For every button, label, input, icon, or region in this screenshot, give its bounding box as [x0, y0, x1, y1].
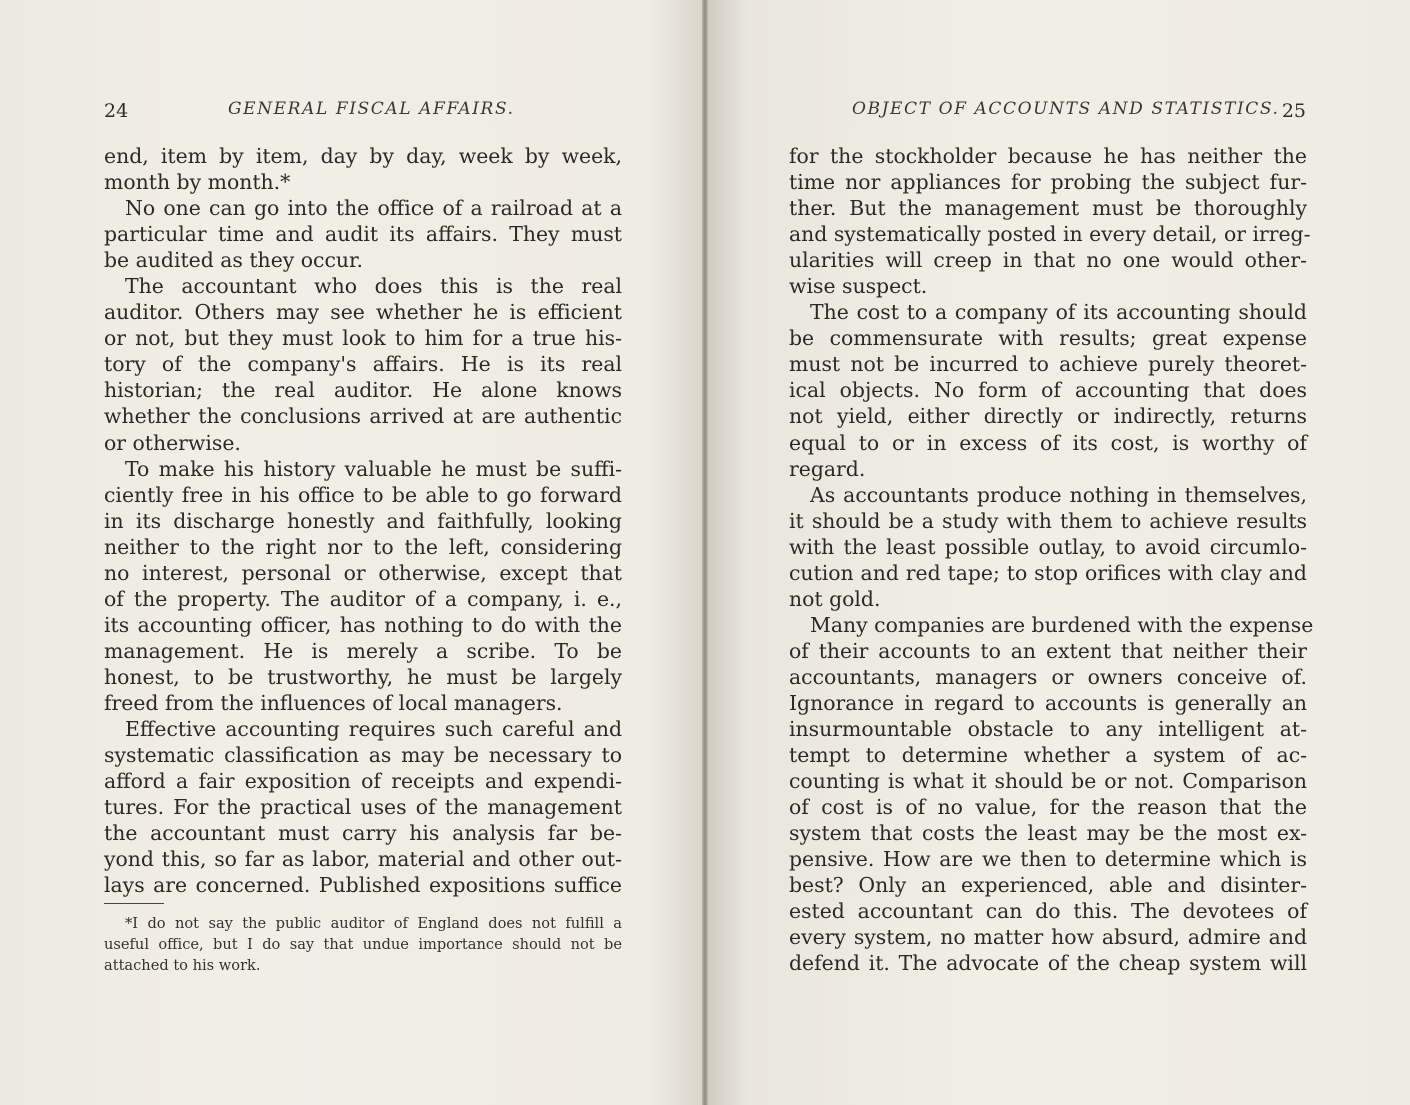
text-line: ularities will creep in that no one would other- [789, 248, 1307, 273]
text-line: ested accountant can do this. The devotees of [789, 899, 1307, 924]
right-page-number: 25 [1281, 100, 1306, 122]
text-line: no interest, personal or otherwise, except that [104, 560, 622, 585]
text-line: the accountant must carry his analysis far be- [104, 821, 622, 846]
text-line: tures. For the practical uses of the management [104, 795, 622, 820]
text-line: defend it. The advocate of the cheap system will [789, 951, 1307, 976]
text-line: of cost is of no value, for the reason that the [789, 795, 1307, 820]
text-line: not gold. [789, 586, 881, 611]
text-line: it should be a study with them to achieve results [789, 508, 1307, 533]
text-line: every system, no matter how absurd, admire and [789, 925, 1307, 950]
text-line: in its discharge honestly and faithfully, looking [104, 508, 622, 533]
text-line: Many companies are burdened with the expense [810, 612, 1314, 637]
text-line: neither to the right nor to the left, considering [104, 534, 622, 559]
text-line: management. He is merely a scribe. To be [104, 638, 622, 663]
text-line: be commensurate with results; great expense [789, 326, 1307, 351]
text-line: insurmountable obstacle to any intelligent at- [789, 717, 1307, 742]
text-line: The cost to a company of its accounting should [810, 300, 1307, 325]
book-gutter [702, 0, 708, 1105]
text-line: historian; the real auditor. He alone knows [104, 378, 622, 403]
left-body-text [104, 143, 622, 898]
right-page [705, 0, 1410, 1105]
footnote-line: attached to his work. [104, 957, 261, 974]
text-line: particular time and audit its affairs. They must [104, 222, 622, 247]
text-line: Effective accounting requires such careful and [125, 717, 622, 742]
text-line: and systematically posted in every detail, or irreg- [789, 222, 1311, 247]
text-line: regard. [789, 456, 866, 481]
text-line: afford a fair exposition of receipts and expendi- [104, 769, 622, 794]
footnote-line: *I do not say the public auditor of England does not fulfill a [125, 915, 622, 932]
text-line: ical objects. No form of accounting that does [789, 378, 1307, 403]
text-line: ther. But the management must be thoroughly [789, 196, 1307, 221]
text-line: month by month.* [104, 170, 291, 195]
text-line: freed from the influences of local managers. [104, 690, 563, 715]
text-line: Ignorance in regard to accounts is generally an [789, 690, 1307, 715]
text-line: its accounting officer, has nothing to do with the [104, 612, 622, 637]
text-line: not yield, either directly or indirectly, returns [789, 404, 1307, 429]
text-line: honest, to be trustworthy, he must be largely [104, 664, 622, 689]
text-line: To make his history valuable he must be suffi- [125, 456, 622, 481]
text-line: whether the conclusions arrived at are authentic [104, 404, 622, 429]
text-line: pensive. How are we then to determine which is [789, 847, 1307, 872]
text-line: time nor appliances for probing the subject fur- [789, 170, 1307, 195]
text-line: tempt to determine whether a system of ac- [789, 743, 1307, 768]
text-line: The accountant who does this is the real [125, 274, 622, 299]
text-line: end, item by item, day by day, week by week, [104, 144, 622, 168]
text-line: of the property. The auditor of a company, i. e., [104, 586, 622, 611]
text-line: cution and red tape; to stop orifices with clay and [789, 560, 1307, 585]
text-line: best? Only an experienced, able and disinter- [789, 873, 1307, 898]
right-body-text [789, 143, 1314, 977]
text-line: accountants, managers or owners conceive of. [789, 664, 1307, 689]
text-line: No one can go into the office of a railroad at a [125, 196, 622, 221]
text-line: for the stockholder because he has neither the [789, 144, 1307, 168]
text-line: system that costs the least may be the most ex- [789, 821, 1307, 846]
left-running-head: GENERAL FISCAL AFFAIRS. [228, 99, 515, 119]
footnote [104, 913, 622, 976]
text-line: with the least possible outlay, to avoid circumlo- [789, 534, 1307, 559]
footnote-rule [104, 903, 164, 904]
text-line: auditor. Others may see whether he is efficient [104, 300, 622, 325]
left-page-number: 24 [104, 100, 129, 122]
text-line: systematic classification as may be necessary to [104, 743, 622, 768]
text-line: of their accounts to an extent that neither their [789, 638, 1307, 663]
text-line: or not, but they must look to him for a true his- [104, 326, 622, 351]
text-line: ciently free in his office to be able to go forward [104, 482, 622, 507]
right-running-head: OBJECT OF ACCOUNTS AND STATISTICS. [852, 99, 1280, 119]
text-line: lays are concerned. Published expositions suffice [104, 873, 622, 898]
text-line: yond this, so far as labor, material and other out- [104, 847, 622, 872]
text-line: must not be incurred to achieve purely theoret- [789, 352, 1307, 377]
text-line: As accountants produce nothing in themselves, [810, 482, 1307, 507]
text-line: wise suspect. [789, 274, 928, 299]
text-line: equal to or in excess of its cost, is worthy of [789, 430, 1307, 455]
text-line: tory of the company's affairs. He is its real [104, 352, 622, 377]
text-line: counting is what it should be or not. Comparison [789, 769, 1307, 794]
text-line: be audited as they occur. [104, 248, 363, 273]
text-line: or otherwise. [104, 430, 241, 455]
footnote-line: useful office, but I do say that undue importance should not be [104, 936, 622, 953]
